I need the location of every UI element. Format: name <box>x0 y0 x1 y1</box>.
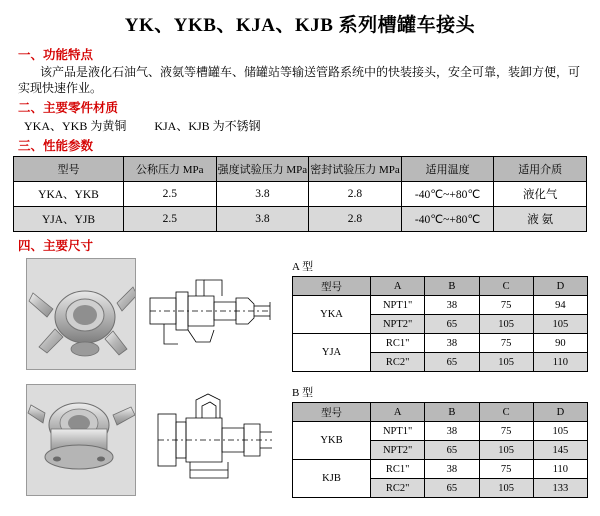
perf-r0-c0: YKA、YKB <box>14 182 124 207</box>
dim-a-r2-model: YJA <box>293 334 371 372</box>
perf-col-2: 强度试验压力 MPa <box>216 157 309 182</box>
dim-b-r3-c4: 133 <box>533 479 587 498</box>
materials-line <box>24 117 588 134</box>
perf-r1-c0: YJA、YJB <box>14 207 124 232</box>
dimension-table-a <box>292 276 588 372</box>
dim-a-r0-c4: 94 <box>533 296 587 315</box>
dim-b-r1-c1: NPT2" <box>371 441 425 460</box>
table-row <box>14 207 587 232</box>
table-row <box>293 460 588 479</box>
perf-r1-c1: 2.5 <box>124 207 217 232</box>
coupling-drawing-b <box>144 384 276 496</box>
dim-a-col-1: A <box>371 277 425 296</box>
dim-a-col-0: 型号 <box>293 277 371 296</box>
dim-b-r3-c1: RC2" <box>371 479 425 498</box>
dim-a-r1-c2: 65 <box>425 315 479 334</box>
materials-left: YKA、YKB 为黄铜 <box>24 119 127 133</box>
perf-r0-c3: 2.8 <box>309 182 402 207</box>
section-heading-performance: 三、性能参数 <box>18 139 94 153</box>
dimensions-area <box>12 258 588 498</box>
dimension-table-a-wrap <box>286 258 588 372</box>
dim-b-r2-c4: 110 <box>533 460 587 479</box>
dim-a-col-4: D <box>533 277 587 296</box>
type-label-a: A 型 <box>292 261 314 273</box>
type-label-b: B 型 <box>292 387 314 399</box>
table-row <box>293 422 588 441</box>
perf-r0-c5: 液化气 <box>494 182 587 207</box>
dim-b-r2-model: KJB <box>293 460 371 498</box>
dim-a-r3-c3: 105 <box>479 353 533 372</box>
dim-a-r3-c1: RC2" <box>371 353 425 372</box>
dim-a-r3-c4: 110 <box>533 353 587 372</box>
dim-a-r3-c2: 65 <box>425 353 479 372</box>
coupling-drawing-a <box>144 258 276 370</box>
perf-col-3: 密封试验压力 MPa <box>309 157 402 182</box>
table-row <box>293 296 588 315</box>
features-body: 该产品是液化石油气、液氨等槽罐车、储罐站等输送管路系统中的快装接头，安全可靠，装卸方便，可实现快速作业。 <box>18 65 581 95</box>
perf-r1-c4: -40℃~+80℃ <box>401 207 494 232</box>
perf-r1-c5: 液 氨 <box>494 207 587 232</box>
dim-b-r1-c3: 105 <box>479 441 533 460</box>
table-row <box>14 182 587 207</box>
dimension-table-b-wrap <box>286 384 588 498</box>
dim-a-r2-c3: 75 <box>479 334 533 353</box>
dim-a-r0-c3: 75 <box>479 296 533 315</box>
performance-table <box>13 156 587 232</box>
dim-b-col-4: D <box>533 403 587 422</box>
perf-col-5: 适用介质 <box>494 157 587 182</box>
dim-b-r2-c3: 75 <box>479 460 533 479</box>
perf-r0-c4: -40℃~+80℃ <box>401 182 494 207</box>
dim-b-col-3: C <box>479 403 533 422</box>
dim-b-r0-c2: 38 <box>425 422 479 441</box>
section-heading-materials: 二、主要零件材质 <box>18 101 119 115</box>
dim-b-r1-c4: 145 <box>533 441 587 460</box>
table-header-row <box>293 403 588 422</box>
dim-b-r0-c3: 75 <box>479 422 533 441</box>
dim-a-col-3: C <box>479 277 533 296</box>
dim-a-r1-c4: 105 <box>533 315 587 334</box>
dim-a-r2-c2: 38 <box>425 334 479 353</box>
dim-a-r0-c2: 38 <box>425 296 479 315</box>
section-heading-features: 一、功能特点 <box>18 48 94 62</box>
perf-col-1: 公称压力 MPa <box>124 157 217 182</box>
coupling-photo-b <box>26 384 136 496</box>
dim-b-r0-c4: 105 <box>533 422 587 441</box>
dim-a-r0-model: YKA <box>293 296 371 334</box>
dim-b-r0-c1: NPT1" <box>371 422 425 441</box>
materials-right: KJA、KJB 为不锈钢 <box>154 119 261 133</box>
dim-a-r1-c1: NPT2" <box>371 315 425 334</box>
perf-col-4: 适用温度 <box>401 157 494 182</box>
perf-r0-c2: 3.8 <box>216 182 309 207</box>
perf-r1-c3: 2.8 <box>309 207 402 232</box>
dim-b-r2-c2: 38 <box>425 460 479 479</box>
dim-b-r3-c3: 105 <box>479 479 533 498</box>
section-heading-dimensions: 四、主要尺寸 <box>18 239 94 253</box>
dim-a-r2-c1: RC1" <box>371 334 425 353</box>
dim-a-r1-c3: 105 <box>479 315 533 334</box>
dim-b-col-1: A <box>371 403 425 422</box>
perf-r0-c1: 2.5 <box>124 182 217 207</box>
dim-b-col-2: B <box>425 403 479 422</box>
table-row <box>293 334 588 353</box>
dim-a-r2-c4: 90 <box>533 334 587 353</box>
dim-a-col-2: B <box>425 277 479 296</box>
dim-b-r1-c2: 65 <box>425 441 479 460</box>
dim-b-r3-c2: 65 <box>425 479 479 498</box>
dimension-table-b <box>292 402 588 498</box>
dim-a-r0-c1: NPT1" <box>371 296 425 315</box>
coupling-photo-a <box>26 258 136 370</box>
dim-b-r0-model: YKB <box>293 422 371 460</box>
table-header-row <box>293 277 588 296</box>
dimension-block-a <box>12 258 588 372</box>
table-header-row <box>14 157 587 182</box>
perf-r1-c2: 3.8 <box>216 207 309 232</box>
page-title: YK、YKB、KJA、KJB 系列槽罐车接头 <box>124 15 476 36</box>
dim-b-col-0: 型号 <box>293 403 371 422</box>
dimension-block-b <box>12 384 588 498</box>
perf-col-0: 型号 <box>14 157 124 182</box>
dim-b-r2-c1: RC1" <box>371 460 425 479</box>
